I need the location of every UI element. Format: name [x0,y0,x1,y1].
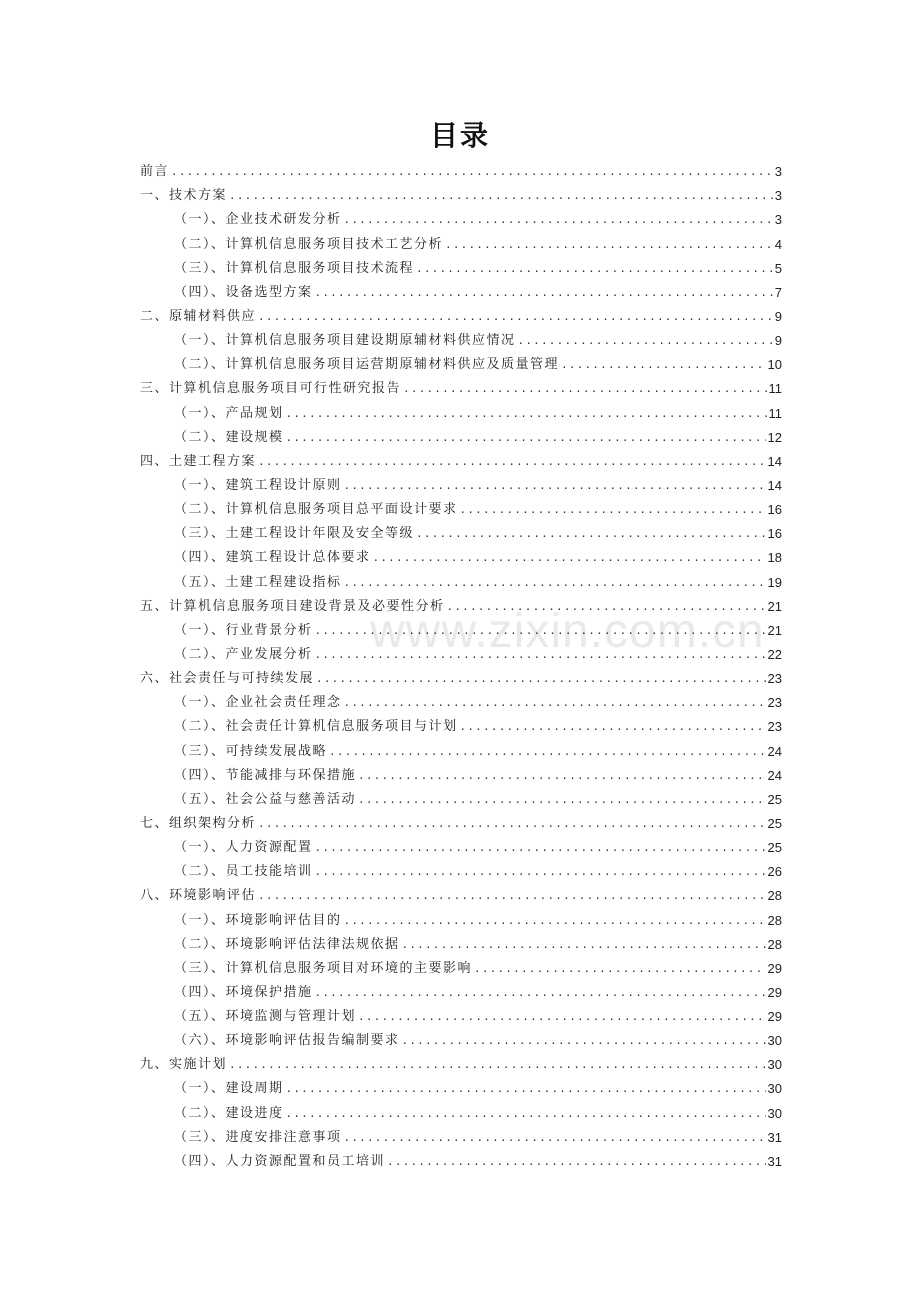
toc-entry[interactable] [140,1053,782,1077]
toc-entry-label: （二）、员工技能培训 [174,864,313,880]
dot-leader [373,546,766,570]
dot-leader [316,667,766,691]
dot-leader [171,160,773,184]
toc-entry-page-number: 28 [767,936,782,952]
toc-entry-label: （一）、企业社会责任理念 [174,695,342,711]
toc-entry-label: （四）、设备选型方案 [174,284,313,300]
dot-leader [358,788,766,812]
toc-entry-page-number: 16 [767,502,782,518]
toc-entry-page-number: 26 [767,864,782,880]
toc-entry[interactable] [140,957,782,981]
toc-entry-label: 七、组织架构分析 [140,815,257,831]
dot-leader [447,595,766,619]
toc-entry-label: （一）、计算机信息服务项目建设期原辅材料供应情况 [174,333,516,349]
dot-leader [474,957,766,981]
dot-leader [344,691,766,715]
dot-leader [229,1053,766,1077]
toc-entry-page-number: 7 [774,284,782,300]
toc-entry[interactable] [140,981,782,1005]
toc-entry-label: 五、计算机信息服务项目建设背景及必要性分析 [140,598,445,614]
toc-entry[interactable] [140,353,782,377]
toc-entry-page-number: 19 [767,574,782,590]
toc-entry-page-number: 23 [767,695,782,711]
toc-entry-label: （二）、产业发展分析 [174,646,313,662]
toc-entry-page-number: 30 [767,1081,782,1097]
toc-entry[interactable] [140,281,782,305]
toc-entry[interactable] [140,329,782,353]
dot-leader [460,498,766,522]
toc-entry-page-number: 10 [767,357,782,373]
toc-entry-label: （一）、建设周期 [174,1081,284,1097]
toc-entry-page-number: 11 [768,381,782,397]
dot-leader [416,257,773,281]
toc-entry[interactable] [140,1005,782,1029]
dot-leader [344,208,773,232]
toc-entry-page-number: 25 [767,840,782,856]
toc-entry[interactable] [140,764,782,788]
toc-entry[interactable] [140,184,782,208]
toc-entry[interactable] [140,426,782,450]
toc-entry[interactable] [140,619,782,643]
toc-entry-label: （一）、产品规划 [174,405,284,421]
toc-entry[interactable] [140,570,782,594]
toc-entry[interactable] [140,715,782,739]
toc-entry-label: （一）、环境影响评估目的 [174,912,342,928]
toc-entry-label: （一）、建筑工程设计原则 [174,477,342,493]
dot-leader [358,764,766,788]
toc-entry[interactable] [140,522,782,546]
toc-entry-page-number: 25 [767,791,782,807]
toc-entry[interactable] [140,908,782,932]
table-of-contents [140,160,782,1174]
toc-entry-label: （三）、可持续发展战略 [174,743,328,759]
dot-leader [402,1029,766,1053]
toc-entry-label: 八、环境影响评估 [140,888,257,904]
toc-entry-label: （一）、人力资源配置 [174,840,313,856]
toc-entry-page-number: 21 [767,598,782,614]
toc-entry-label: （六）、环境影响评估报告编制要求 [174,1033,400,1049]
toc-entry-page-number: 23 [767,719,782,735]
toc-entry-page-number: 18 [767,550,782,566]
toc-entry-label: （二）、计算机信息服务项目技术工艺分析 [174,236,444,252]
toc-entry-page-number: 14 [767,477,782,493]
toc-entry-page-number: 28 [767,888,782,904]
toc-entry-page-number: 30 [767,1033,782,1049]
toc-entry-page-number: 22 [767,646,782,662]
toc-entry-page-number: 16 [767,526,782,542]
toc-entry-page-number: 25 [767,815,782,831]
toc-entry-page-number: 9 [774,308,782,324]
toc-entry[interactable] [140,1126,782,1150]
dot-leader [358,1005,766,1029]
dot-leader [416,522,766,546]
toc-entry-label: （五）、社会公益与慈善活动 [174,791,357,807]
toc-entry-label: （一）、企业技术研发分析 [174,212,342,228]
toc-entry-label: （五）、土建工程建设指标 [174,574,342,590]
toc-entry[interactable] [140,691,782,715]
toc-entry[interactable] [140,474,782,498]
dot-leader [258,305,773,329]
dot-leader [286,1102,766,1126]
toc-entry-label: 一、技术方案 [140,188,228,204]
toc-entry-label: 二、原辅材料供应 [140,308,257,324]
toc-entry[interactable] [140,498,782,522]
dot-leader [402,933,766,957]
dot-leader [229,184,773,208]
toc-entry-label: 三、计算机信息服务项目可行性研究报告 [140,381,402,397]
toc-entry-label: 六、社会责任与可持续发展 [140,671,315,687]
watermark: www.zixin.com.cn [370,605,765,658]
dot-leader [344,1126,766,1150]
toc-entry[interactable] [140,160,782,184]
dot-leader [315,281,773,305]
toc-entry-label: （三）、计算机信息服务项目对环境的主要影响 [174,960,473,976]
toc-entry-page-number: 11 [768,405,782,421]
toc-entry-label: （四）、环境保护措施 [174,984,313,1000]
dot-leader [315,981,766,1005]
toc-entry[interactable] [140,739,782,763]
dot-leader [258,450,766,474]
toc-entry-page-number: 3 [774,212,782,228]
toc-entry-label: （三）、计算机信息服务项目技术流程 [174,260,415,276]
dot-leader [286,402,767,426]
toc-entry[interactable] [140,305,782,329]
toc-entry[interactable] [140,546,782,570]
toc-entry-page-number: 30 [767,1057,782,1073]
toc-entry[interactable] [140,860,782,884]
dot-leader [387,1150,766,1174]
toc-entry[interactable] [140,208,782,232]
toc-entry-label: 四、土建工程方案 [140,453,257,469]
toc-entry[interactable] [140,1101,782,1125]
dot-leader [315,643,766,667]
toc-entry-label: 九、实施计划 [140,1057,228,1073]
page-title: 目录 [429,119,490,152]
toc-entry-page-number: 12 [767,429,782,445]
toc-entry[interactable] [140,595,782,619]
dot-leader [344,909,766,933]
dot-leader [286,1077,766,1101]
toc-entry-label: （四）、建筑工程设计总体要求 [174,550,371,566]
dot-leader [315,860,766,884]
toc-entry[interactable] [140,450,782,474]
toc-entry[interactable] [140,933,782,957]
dot-leader [329,740,766,764]
toc-entry-page-number: 3 [774,188,782,204]
toc-entry-label: （五）、环境监测与管理计划 [174,1009,357,1025]
toc-entry-page-number: 24 [767,767,782,783]
toc-entry-page-number: 31 [767,1129,782,1145]
dot-leader [518,329,773,353]
toc-entry-label: （二）、建设规模 [174,429,284,445]
toc-entry-page-number: 14 [767,453,782,469]
toc-entry-page-number: 5 [774,260,782,276]
dot-leader [286,426,766,450]
toc-entry-label: （四）、人力资源配置和员工培训 [174,1153,386,1169]
dot-leader [403,377,766,401]
toc-entry-label: （三）、进度安排注意事项 [174,1129,342,1145]
toc-entry[interactable] [140,812,782,836]
toc-entry-page-number: 24 [767,743,782,759]
toc-entry-page-number: 29 [767,960,782,976]
toc-entry-label: 前言 [140,164,170,180]
toc-entry[interactable] [140,643,782,667]
toc-entry-page-number: 29 [767,984,782,1000]
toc-entry-page-number: 4 [774,236,782,252]
toc-entry-label: （二）、社会责任计算机信息服务项目与计划 [174,719,458,735]
dot-leader [258,812,766,836]
toc-entry[interactable] [140,836,782,860]
dot-leader [561,353,766,377]
toc-entry-page-number: 21 [767,622,782,638]
toc-entry[interactable] [140,401,782,425]
toc-entry-label: （二）、计算机信息服务项目运营期原辅材料供应及质量管理 [174,357,560,373]
toc-entry[interactable] [140,884,782,908]
toc-entry-label: （二）、建设进度 [174,1105,284,1121]
dot-leader [460,715,766,739]
toc-entry-label: （四）、节能减排与环保措施 [174,767,357,783]
toc-entry-page-number: 9 [774,333,782,349]
dot-leader [315,836,766,860]
dot-leader [445,233,773,257]
toc-entry-label: （二）、环境影响评估法律法规依据 [174,936,400,952]
toc-entry[interactable] [140,1077,782,1101]
toc-entry-page-number: 30 [767,1105,782,1121]
toc-entry[interactable] [140,1029,782,1053]
toc-entry-page-number: 28 [767,912,782,928]
toc-entry-page-number: 23 [767,671,782,687]
toc-entry[interactable] [140,257,782,281]
toc-entry-label: （二）、计算机信息服务项目总平面设计要求 [174,502,458,518]
toc-entry[interactable] [140,1150,782,1174]
toc-entry-page-number: 31 [767,1153,782,1169]
toc-entry[interactable] [140,667,782,691]
toc-entry[interactable] [140,232,782,256]
toc-entry[interactable] [140,377,782,401]
dot-leader [344,571,766,595]
dot-leader [344,474,766,498]
dot-leader [258,884,766,908]
toc-entry-label: （一）、行业背景分析 [174,622,313,638]
dot-leader [315,619,766,643]
toc-entry[interactable] [140,788,782,812]
toc-entry-page-number: 3 [774,164,782,180]
toc-entry-label: （三）、土建工程设计年限及安全等级 [174,526,415,542]
toc-entry-page-number: 29 [767,1009,782,1025]
